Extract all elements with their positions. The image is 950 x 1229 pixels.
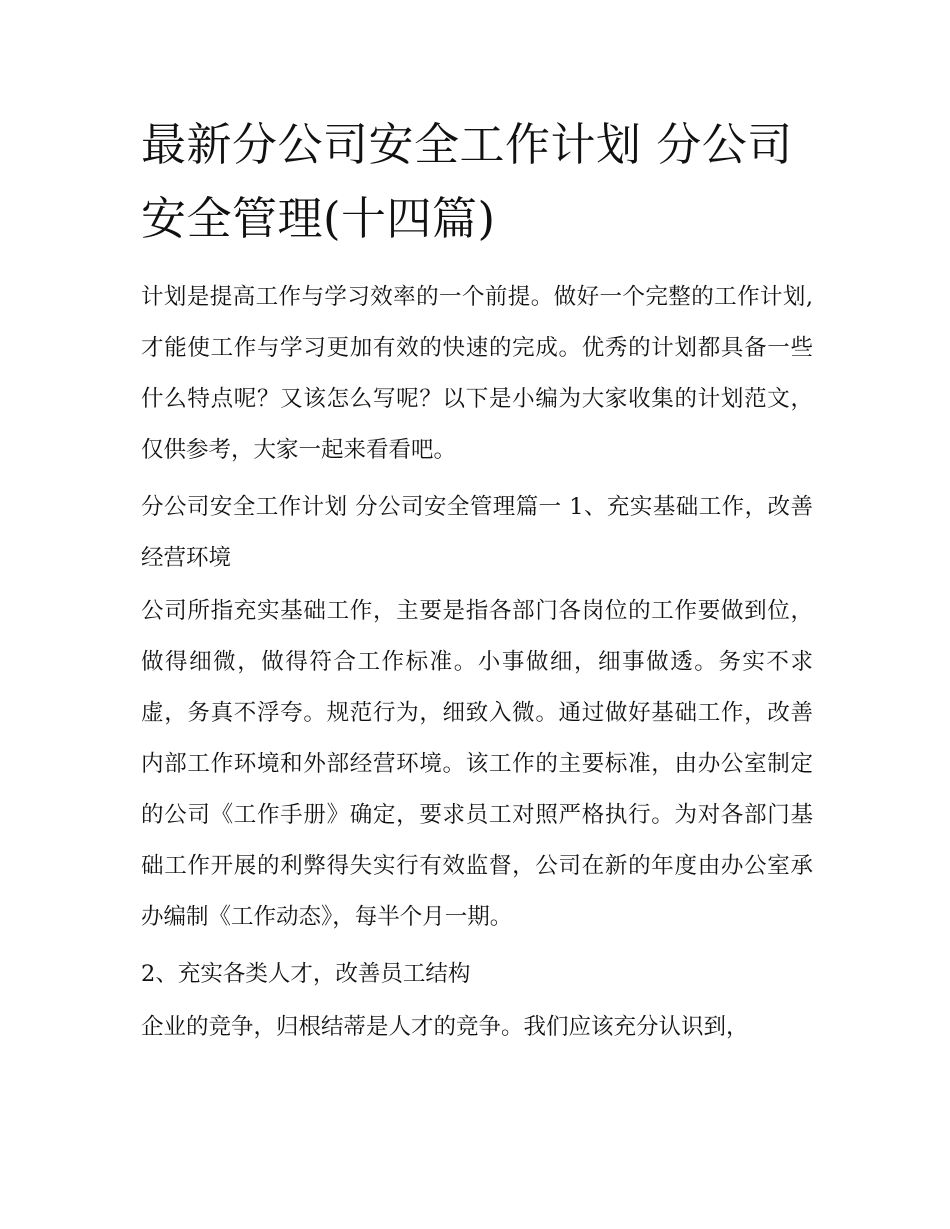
intro-paragraph: 计划是提高工作与学习效率的一个前提。做好一个完整的工作计划,才能使工作与学习更加有效的快速的完成。优秀的计划都具备一些什么特点呢？又该怎么写呢？以下是小编为大家收集的计划范文，仅供参考，大家一起来看看吧。 xyxy=(141,284,813,463)
section-2-body: 企业的竞争，归根结蒂是人才的竞争。我们应该充分认识到， xyxy=(141,1014,749,1040)
section-2-heading: 2、充实各类人才，改善员工结构 xyxy=(141,961,471,987)
document-title: 最新分公司安全工作计划 分公司安全管理(十四篇) xyxy=(141,118,793,245)
document-content xyxy=(141,108,813,1059)
section-1-heading: 分公司安全工作计划 分公司安全管理篇一 1、充实基础工作，改善经营环境 xyxy=(141,494,813,571)
section-1-body: 公司所指充实基础工作，主要是指各部门各岗位的工作要做到位，做得细微，做得符合工作标准。小事做细，细事做透。务实不求虚，务真不浮夸。规范行为，细致入微。通过做好基础工作，改善内部工作环境和外部经营环境。该工作的主要标准，由办公室制定的公司《工作手册》确定，要求员工对照严格执行。为对各部门基础工作开展的利弊得失实行有效监督，公司在新的年度由办公室承办编制《工作动态》，每半个月一期。 xyxy=(141,598,813,930)
